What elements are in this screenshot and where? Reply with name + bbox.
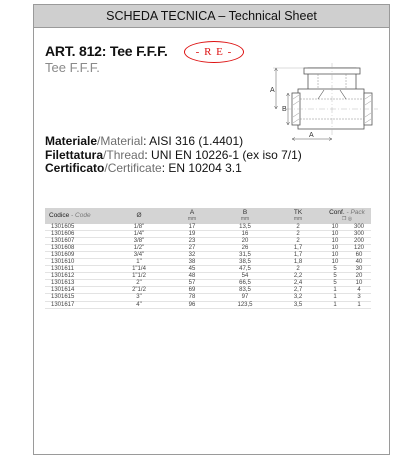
cell-pack-box: 1 <box>323 301 347 308</box>
cell-b: 31,5 <box>217 252 273 259</box>
cell-tk: 3,5 <box>273 301 323 308</box>
cell-pack-box: 10 <box>323 224 347 231</box>
cell-b: 38,5 <box>217 259 273 266</box>
cell-diameter: 3" <box>111 294 167 301</box>
cell-code: 1301605 <box>45 224 111 231</box>
cell-a: 57 <box>167 280 217 287</box>
re-stamp: - R E - <box>184 41 244 63</box>
cell-a: 27 <box>167 245 217 252</box>
thread-label-en: Thread <box>106 147 145 162</box>
material-label: Materiale <box>45 134 98 148</box>
cell-pack-case: 200 <box>347 238 371 245</box>
cell-code: 1301614 <box>45 287 111 294</box>
cell-pack-case: 1 <box>347 301 371 308</box>
cell-pack-case: 60 <box>347 252 371 259</box>
cell-code: 1301610 <box>45 259 111 266</box>
cell-diameter: 3/4" <box>111 252 167 259</box>
table-row <box>45 245 371 252</box>
cell-pack-box: 10 <box>323 259 347 266</box>
table-row <box>45 266 371 273</box>
certificate-label-en: Certificate <box>107 161 162 175</box>
cell-tk: 2 <box>273 231 323 238</box>
thread-value: : UNI EN 10226-1 (ex iso 7/1) <box>144 147 302 162</box>
cell-code: 1301611 <box>45 266 111 273</box>
cell-a: 38 <box>167 259 217 266</box>
cell-a: 19 <box>167 231 217 238</box>
material-value: : AISI 316 (1.4401) <box>143 134 244 148</box>
dim-b-label: B <box>282 106 287 113</box>
technical-sheet <box>33 4 390 455</box>
cell-tk: 2,2 <box>273 273 323 280</box>
dim-a-bottom-label: A <box>309 132 314 139</box>
thread-sep: / <box>103 147 107 162</box>
cell-tk: 2 <box>273 266 323 273</box>
spec-list <box>45 135 302 176</box>
cell-pack-box: 10 <box>323 231 347 238</box>
cell-code: 1301617 <box>45 301 111 308</box>
cell-b: 16 <box>217 231 273 238</box>
cell-pack-box: 10 <box>323 252 347 259</box>
cell-tk: 1,7 <box>273 252 323 259</box>
table-row <box>45 280 371 287</box>
thread-row <box>45 149 302 163</box>
cell-tk: 1,8 <box>273 259 323 266</box>
cell-code: 1301607 <box>45 238 111 245</box>
cell-pack-case: 10 <box>347 280 371 287</box>
thread-label: Filettatura <box>45 147 104 162</box>
cell-pack-case: 300 <box>347 224 371 231</box>
cell-b: 66,5 <box>217 280 273 287</box>
cell-b: 97 <box>217 294 273 301</box>
material-row <box>45 135 302 149</box>
cell-b: 13,5 <box>217 224 273 231</box>
col-diameter: Ø <box>136 211 142 219</box>
cell-tk: 2,7 <box>273 287 323 294</box>
table-body <box>45 224 371 308</box>
col-pack: Conf. - Pack ❐ ◎ <box>323 208 371 224</box>
cell-tk: 2,4 <box>273 280 323 287</box>
cell-b: 123,5 <box>217 301 273 308</box>
cell-b: 20 <box>217 238 273 245</box>
cell-code: 1301606 <box>45 231 111 238</box>
cell-b: 47,5 <box>217 266 273 273</box>
cell-a: 69 <box>167 287 217 294</box>
table-row <box>45 287 371 294</box>
certificate-label: Certificato <box>45 161 105 175</box>
table-row <box>45 238 371 245</box>
cell-a: 96 <box>167 301 217 308</box>
cell-pack-case: 20 <box>347 273 371 280</box>
article-title: ART. 812: Tee F.F.F. <box>45 43 168 59</box>
cell-diameter: 1" <box>111 259 167 266</box>
cell-tk: 3,2 <box>273 294 323 301</box>
cell-tk: 2 <box>273 238 323 245</box>
cell-pack-box: 5 <box>323 273 347 280</box>
cell-b: 26 <box>217 245 273 252</box>
cell-pack-case: 40 <box>347 259 371 266</box>
cell-diameter: 3/8" <box>111 238 167 245</box>
certificate-sep: / <box>104 161 108 175</box>
table-header-row <box>45 208 371 224</box>
cell-code: 1301613 <box>45 280 111 287</box>
col-tk: TK mm <box>293 208 303 223</box>
certificate-value: : EN 10204 3.1 <box>161 161 242 175</box>
cell-pack-box: 5 <box>323 266 347 273</box>
dimensions-table-wrap <box>45 208 371 309</box>
cell-pack-case: 120 <box>347 245 371 252</box>
cell-diameter: 2" <box>111 280 167 287</box>
cell-diameter: 1/2" <box>111 245 167 252</box>
col-a: A mm <box>187 208 197 223</box>
cell-a: 32 <box>167 252 217 259</box>
table-row <box>45 259 371 266</box>
dim-a-left-label: A <box>270 87 275 94</box>
cell-code: 1301609 <box>45 252 111 259</box>
cell-pack-case: 4 <box>347 287 371 294</box>
col-code: Codice - Code <box>49 211 91 219</box>
dimensions-table <box>45 208 371 309</box>
cell-diameter: 1/4" <box>111 231 167 238</box>
cell-a: 78 <box>167 294 217 301</box>
pack-icons: ❐ ◎ <box>341 216 353 223</box>
table-row <box>45 273 371 280</box>
cell-diameter: 4" <box>111 301 167 308</box>
cell-code: 1301612 <box>45 273 111 280</box>
article-subtitle: Tee F.F.F. <box>45 60 100 75</box>
table-row <box>45 252 371 259</box>
cell-diameter: 1"1/2 <box>111 273 167 280</box>
cell-diameter: 2"1/2 <box>111 287 167 294</box>
cell-a: 45 <box>167 266 217 273</box>
cell-tk: 2 <box>273 224 323 231</box>
cell-code: 1301615 <box>45 294 111 301</box>
cell-a: 17 <box>167 224 217 231</box>
cell-b: 54 <box>217 273 273 280</box>
certificate-row <box>45 162 302 176</box>
cell-tk: 1,7 <box>273 245 323 252</box>
cell-pack-case: 300 <box>347 231 371 238</box>
col-b: B mm <box>240 208 250 223</box>
cell-pack-case: 3 <box>347 294 371 301</box>
cell-diameter: 1/8" <box>111 224 167 231</box>
cell-pack-box: 10 <box>323 238 347 245</box>
cell-a: 23 <box>167 238 217 245</box>
cell-code: 1301608 <box>45 245 111 252</box>
sheet-header: SCHEDA TECNICA – Technical Sheet <box>34 5 389 28</box>
cell-b: 83,5 <box>217 287 273 294</box>
cell-pack-box: 1 <box>323 294 347 301</box>
cell-a: 48 <box>167 273 217 280</box>
cell-pack-box: 10 <box>323 245 347 252</box>
table-row <box>45 301 371 308</box>
material-sep: / <box>97 134 101 148</box>
cell-pack-box: 5 <box>323 280 347 287</box>
table-row <box>45 294 371 301</box>
cell-diameter: 1"1/4 <box>111 266 167 273</box>
cell-pack-box: 1 <box>323 287 347 294</box>
table-row <box>45 231 371 238</box>
material-label-en: Material <box>100 134 144 148</box>
cell-pack-case: 30 <box>347 266 371 273</box>
